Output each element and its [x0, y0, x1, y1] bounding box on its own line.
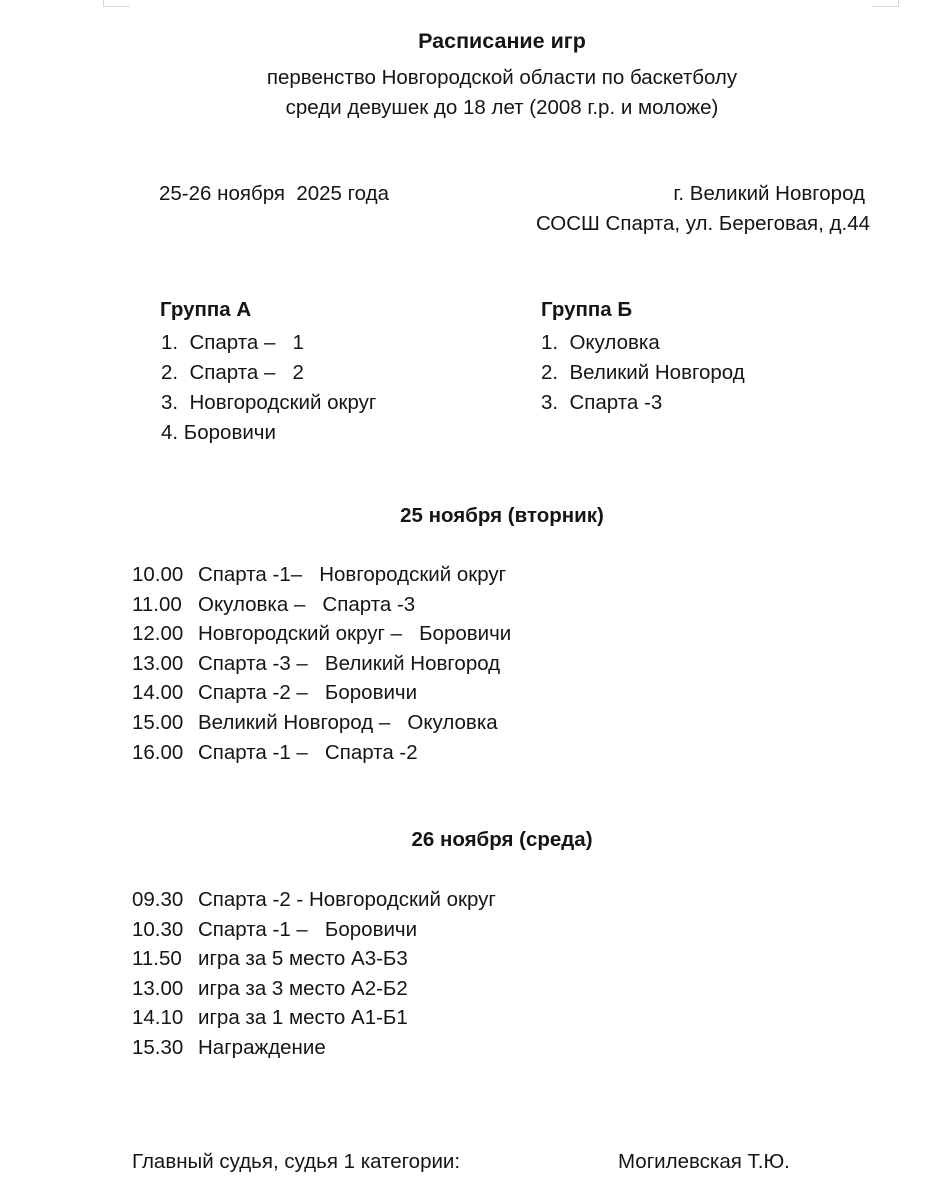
group-b-item: 1. Окуловка: [541, 331, 660, 354]
day2-schedule: [132, 885, 496, 1063]
group-b-item: 2. Великий Новгород: [541, 361, 745, 384]
event-venue: СОСШ Спарта, ул. Береговая, д.44: [535, 212, 870, 235]
schedule-row: [132, 915, 496, 945]
schedule-row: [132, 974, 496, 1004]
page-corner-mark-left: [103, 0, 130, 7]
day1-schedule: [132, 560, 511, 767]
game-time: 15.00: [132, 710, 184, 734]
game-time: 10.30: [132, 917, 184, 941]
game-match: Спарта -1 – Спарта -2: [198, 740, 418, 764]
subtitle-line-1: первенство Новгородской области по баскетболу: [266, 66, 738, 89]
game-time: 15.30: [132, 1035, 184, 1059]
group-b-title: Группа Б: [541, 298, 633, 321]
schedule-row: [132, 619, 511, 649]
schedule-row: [132, 649, 511, 679]
game-time: 13.00: [132, 651, 184, 675]
game-time: 11.00: [132, 592, 182, 616]
game-match: Спарта -2 – Боровичи: [198, 681, 418, 705]
schedule-row: [132, 944, 496, 974]
chief-judge-name: Могилевская Т.Ю.: [618, 1150, 790, 1173]
game-match: Великий Новгород – Окуловка: [198, 710, 498, 734]
event-dates: 25-26 ноября 2025 года: [159, 182, 389, 205]
game-match: игра за 1 место А1-Б1: [198, 1006, 408, 1030]
schedule-row: [132, 590, 511, 620]
schedule-row: [132, 885, 496, 915]
game-time: 14.00: [132, 681, 184, 705]
chief-judge-label: Главный судья, судья 1 категории:: [132, 1150, 461, 1173]
game-match: Спарта -1– Новгородский округ: [198, 563, 507, 586]
group-a-item: 2. Спарта – 2: [161, 361, 304, 384]
document-title: Расписание игр: [418, 29, 586, 53]
game-time: 16.00: [132, 740, 184, 764]
game-match: игра за 3 место А2-Б2: [198, 976, 408, 1000]
game-time: 10.00: [132, 563, 184, 586]
schedule-row: [132, 560, 511, 590]
event-city: г. Великий Новгород: [673, 182, 865, 205]
schedule-row: [132, 1003, 496, 1033]
game-match: Спарта -3 – Великий Новгород: [198, 651, 501, 675]
schedule-row: [132, 708, 511, 738]
group-a-item: 4. Боровичи: [161, 421, 276, 444]
schedule-row: [132, 738, 511, 768]
game-match: Награждение: [198, 1035, 326, 1059]
group-a-item: 3. Новгородский округ: [161, 391, 377, 414]
day2-title: 26 ноября (среда): [411, 828, 593, 851]
game-match: Окуловка – Спарта -3: [198, 592, 416, 616]
game-time: 14.10: [132, 1006, 184, 1030]
game-time: 09.30: [132, 888, 184, 911]
game-match: Спарта -2 - Новгородский округ: [198, 888, 496, 911]
game-match: игра за 5 место А3-Б3: [198, 947, 408, 971]
group-b: [541, 298, 745, 418]
schedule-row: [132, 678, 511, 708]
subtitle-line-2: среди девушек до 18 лет (2008 г.р. и моложе): [285, 96, 719, 119]
group-a: [160, 298, 376, 448]
game-match: Спарта -1 – Боровичи: [198, 917, 418, 941]
game-match: Новгородский округ – Боровичи: [198, 622, 512, 646]
game-time: 11.50: [132, 947, 182, 971]
schedule-row: [132, 1033, 496, 1063]
group-a-title: Группа А: [160, 298, 252, 321]
group-a-item: 1. Спарта – 1: [161, 331, 304, 354]
day1-title: 25 ноября (вторник): [400, 504, 604, 527]
game-time: 12.00: [132, 622, 184, 646]
group-b-item: 3. Спарта -3: [541, 391, 663, 414]
game-time: 13.00: [132, 976, 184, 1000]
page-corner-mark-right: [872, 0, 899, 7]
